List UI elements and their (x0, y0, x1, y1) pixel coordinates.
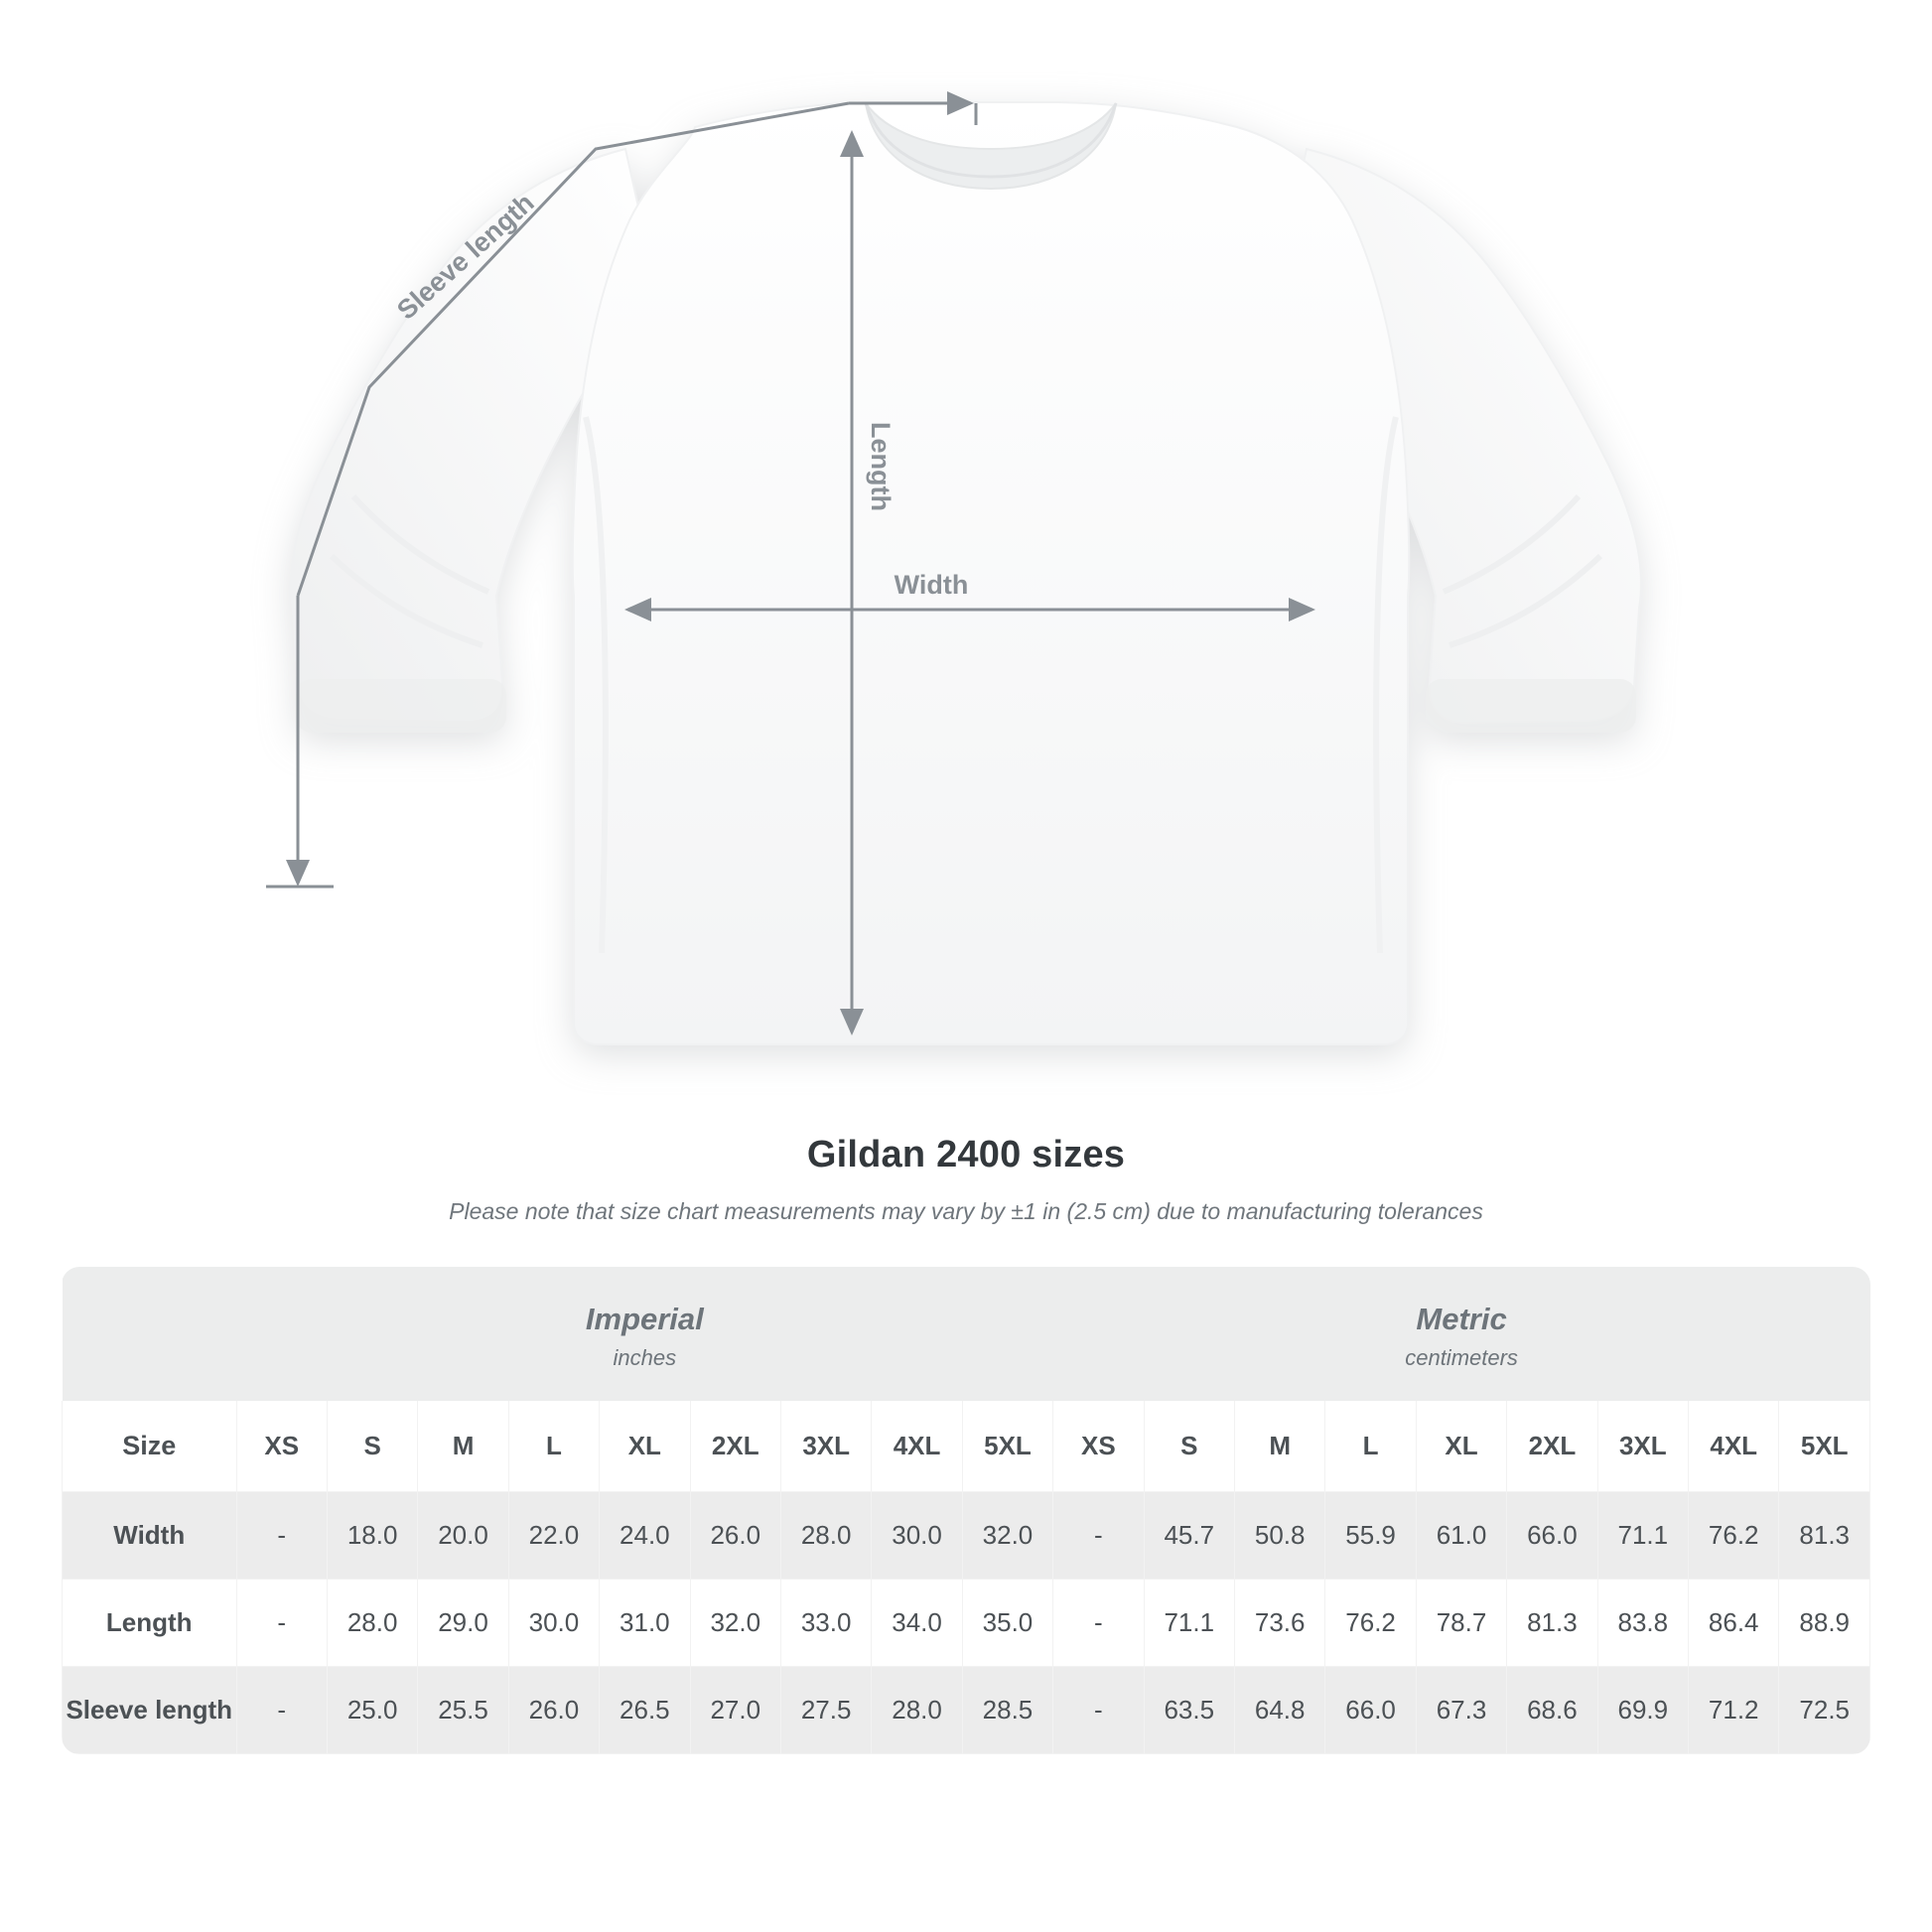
sleeve-metric-2xl: 68.6 (1507, 1666, 1597, 1753)
size-header-metric-5xl: 5XL (1779, 1401, 1870, 1492)
size-table-wrapper (62, 1267, 1870, 1754)
length-imperial-l: 30.0 (508, 1579, 599, 1666)
table-row (63, 1579, 1870, 1666)
width-metric-l: 55.9 (1325, 1491, 1416, 1579)
unit-group-metric (1053, 1267, 1870, 1401)
sleeve-metric-xl: 67.3 (1416, 1666, 1506, 1753)
size-header-metric-l: L (1325, 1401, 1416, 1492)
width-imperial-xs: - (236, 1491, 327, 1579)
unit-imperial-name: Imperial (585, 1302, 704, 1336)
sleeve-metric-l: 66.0 (1325, 1666, 1416, 1753)
width-metric-m: 50.8 (1234, 1491, 1324, 1579)
sleeve-metric-m: 64.8 (1234, 1666, 1324, 1753)
width-imperial-l: 22.0 (508, 1491, 599, 1579)
row-label-width: Width (63, 1491, 237, 1579)
size-header-imperial-xs: XS (236, 1401, 327, 1492)
length-imperial-m: 29.0 (418, 1579, 508, 1666)
length-metric-xs: - (1053, 1579, 1144, 1666)
size-header-row (63, 1401, 1870, 1492)
table-row (63, 1491, 1870, 1579)
sleeve-imperial-xl: 26.5 (600, 1666, 690, 1753)
length-imperial-4xl: 34.0 (872, 1579, 962, 1666)
length-metric-2xl: 81.3 (1507, 1579, 1597, 1666)
length-metric-l: 76.2 (1325, 1579, 1416, 1666)
width-metric-2xl: 66.0 (1507, 1491, 1597, 1579)
length-metric-4xl: 86.4 (1689, 1579, 1779, 1666)
width-metric-5xl: 81.3 (1779, 1491, 1870, 1579)
size-header-imperial-4xl: 4XL (872, 1401, 962, 1492)
size-table (62, 1267, 1870, 1754)
length-imperial-xs: - (236, 1579, 327, 1666)
size-header-imperial-5xl: 5XL (962, 1401, 1052, 1492)
sleeve-metric-5xl: 72.5 (1779, 1666, 1870, 1753)
sleeve-metric-3xl: 69.9 (1597, 1666, 1688, 1753)
width-imperial-5xl: 32.0 (962, 1491, 1052, 1579)
size-header-imperial-3xl: 3XL (780, 1401, 871, 1492)
size-header-metric-s: S (1144, 1401, 1234, 1492)
width-imperial-3xl: 28.0 (780, 1491, 871, 1579)
unit-header-corner (63, 1267, 237, 1401)
length-metric-s: 71.1 (1144, 1579, 1234, 1666)
size-header-metric-4xl: 4XL (1689, 1401, 1779, 1492)
width-imperial-xl: 24.0 (600, 1491, 690, 1579)
length-metric-5xl: 88.9 (1779, 1579, 1870, 1666)
sleeve-metric-xs: - (1053, 1666, 1144, 1753)
row-label-length: Length (63, 1579, 237, 1666)
page-title: Gildan 2400 sizes (806, 1134, 1126, 1175)
size-header-imperial-m: M (418, 1401, 508, 1492)
length-metric-3xl: 83.8 (1597, 1579, 1688, 1666)
size-header-imperial-xl: XL (600, 1401, 690, 1492)
width-label: Width (894, 570, 969, 600)
length-imperial-s: 28.0 (327, 1579, 417, 1666)
width-imperial-s: 18.0 (327, 1491, 417, 1579)
sleeve-imperial-xs: - (236, 1666, 327, 1753)
size-header-imperial-l: L (508, 1401, 599, 1492)
size-header-label: Size (63, 1401, 237, 1492)
width-metric-s: 45.7 (1144, 1491, 1234, 1579)
unit-imperial-sub: inches (613, 1344, 677, 1370)
unit-group-imperial (236, 1267, 1053, 1401)
row-label-sleeve-length: Sleeve length (63, 1666, 237, 1753)
width-metric-xs: - (1053, 1491, 1144, 1579)
width-metric-4xl: 76.2 (1689, 1491, 1779, 1579)
length-imperial-3xl: 33.0 (780, 1579, 871, 1666)
unit-header-row (63, 1267, 1870, 1401)
sleeve-metric-4xl: 71.2 (1689, 1666, 1779, 1753)
sleeve-imperial-3xl: 27.5 (780, 1666, 871, 1753)
length-imperial-5xl: 35.0 (962, 1579, 1052, 1666)
size-header-metric-2xl: 2XL (1507, 1401, 1597, 1492)
sleeve-metric-s: 63.5 (1144, 1666, 1234, 1753)
length-imperial-2xl: 32.0 (690, 1579, 780, 1666)
size-header-metric-xl: XL (1416, 1401, 1506, 1492)
length-metric-m: 73.6 (1234, 1579, 1324, 1666)
sleeve-imperial-m: 25.5 (418, 1666, 508, 1753)
sleeve-imperial-5xl: 28.5 (962, 1666, 1052, 1753)
size-header-metric-xs: XS (1053, 1401, 1144, 1492)
width-imperial-4xl: 30.0 (872, 1491, 962, 1579)
length-metric-xl: 78.7 (1416, 1579, 1506, 1666)
table-row (63, 1666, 1870, 1753)
sleeve-length-label: Sleeve length (391, 187, 540, 326)
sleeve-imperial-4xl: 28.0 (872, 1666, 962, 1753)
width-imperial-2xl: 26.0 (690, 1491, 780, 1579)
width-metric-3xl: 71.1 (1597, 1491, 1688, 1579)
size-header-metric-m: M (1234, 1401, 1324, 1492)
unit-metric-name: Metric (1416, 1302, 1507, 1336)
size-header-metric-3xl: 3XL (1597, 1401, 1688, 1492)
tolerance-note: Please note that size chart measurements may vary by ±1 in (2.5 cm) due to manufacturing tolerances (449, 1198, 1483, 1224)
width-imperial-m: 20.0 (418, 1491, 508, 1579)
sleeve-imperial-2xl: 27.0 (690, 1666, 780, 1753)
length-label: Length (866, 422, 896, 511)
size-header-imperial-s: S (327, 1401, 417, 1492)
length-imperial-xl: 31.0 (600, 1579, 690, 1666)
size-header-imperial-2xl: 2XL (690, 1401, 780, 1492)
unit-metric-sub: centimeters (1405, 1344, 1518, 1370)
sleeve-imperial-s: 25.0 (327, 1666, 417, 1753)
width-metric-xl: 61.0 (1416, 1491, 1506, 1579)
sleeve-imperial-l: 26.0 (508, 1666, 599, 1753)
